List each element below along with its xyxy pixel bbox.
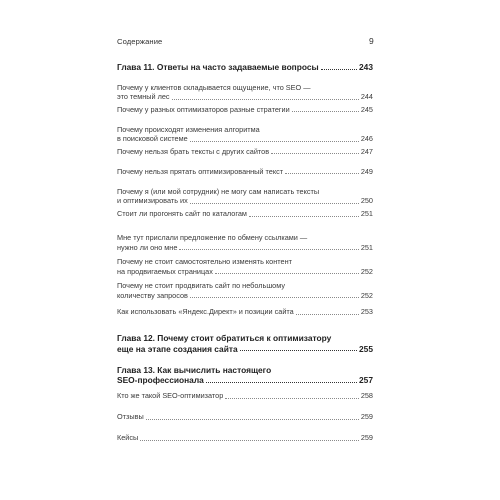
toc-page-number: 245 bbox=[360, 104, 373, 114]
dot-leader bbox=[215, 273, 359, 274]
toc-entry bbox=[117, 412, 373, 422]
dot-leader bbox=[249, 216, 359, 217]
toc-entry-title-line: Глава 13. Как вычислить настоящего bbox=[117, 364, 272, 375]
toc-entry-title-line: Стоит ли прогонять сайт по каталогам bbox=[117, 209, 247, 218]
toc-entry-title-line: Отзывы bbox=[117, 412, 144, 421]
toc-page-number: 250 bbox=[360, 196, 373, 206]
dot-leader bbox=[206, 382, 357, 383]
dot-leader bbox=[179, 249, 358, 250]
toc-entry-title-line: Почему происходят изменения алгоритма bbox=[117, 124, 260, 134]
toc-entry-title-line: Глава 12. Почему стоит обратиться к оптимизатору bbox=[117, 333, 332, 343]
toc-page-number: 244 bbox=[360, 92, 373, 102]
toc-entry bbox=[117, 167, 373, 177]
dot-leader bbox=[140, 440, 359, 441]
toc-entry-title-line: Почему я (или мой сотрудник) не могу сам написать тексты bbox=[117, 186, 320, 196]
toc-page-number: 243 bbox=[359, 62, 373, 72]
toc-page-number: 257 bbox=[359, 375, 373, 386]
running-head: Содержание bbox=[117, 37, 163, 46]
toc-chapter-entry bbox=[117, 365, 373, 386]
toc-entry bbox=[117, 281, 373, 300]
toc-entry-title-line: Почему не стоит самостоятельно изменять контент bbox=[117, 257, 292, 266]
toc-page-number: 255 bbox=[359, 343, 373, 354]
toc-entry-title-line: Кейсы bbox=[117, 433, 139, 442]
dot-leader bbox=[146, 419, 359, 420]
toc-entry bbox=[117, 391, 373, 401]
toc-entry bbox=[117, 257, 373, 276]
toc-entry-title-line: Мне тут прислали предложение по обмену ссылками — bbox=[117, 233, 308, 242]
toc-page-number: 252 bbox=[360, 290, 373, 300]
toc-entry-title-line: это темный лес bbox=[117, 92, 170, 102]
toc-entry-title-line: Почему у разных оптимизаторов разные стратегии bbox=[117, 104, 290, 114]
toc-entry-title-line: нужно ли оно мне bbox=[117, 242, 178, 252]
toc-entry-title-line: SEO-профессионала bbox=[117, 375, 204, 386]
toc-entry bbox=[117, 147, 373, 157]
toc-entry bbox=[117, 307, 373, 317]
toc-page-number: 258 bbox=[360, 391, 373, 400]
toc-entry-title-line: на продвигаемых страницах bbox=[117, 266, 213, 276]
dot-leader bbox=[321, 69, 357, 70]
toc-page-number: 246 bbox=[360, 134, 373, 144]
toc-entry-title-line: и оптимизировать их bbox=[117, 196, 188, 206]
toc-entry-title-line: в поисковой системе bbox=[117, 134, 188, 144]
dot-leader bbox=[296, 314, 359, 315]
toc-entry-title-line: количеству запросов bbox=[117, 290, 188, 300]
toc-entry bbox=[117, 125, 373, 144]
toc-page-number: 252 bbox=[360, 266, 373, 276]
dot-leader bbox=[240, 350, 357, 351]
toc-entry bbox=[117, 105, 373, 115]
toc-page-number: 253 bbox=[360, 307, 373, 316]
dot-leader bbox=[271, 153, 359, 154]
toc-chapter-entry bbox=[117, 62, 373, 73]
toc-entry bbox=[117, 187, 373, 206]
toc-page-number: 251 bbox=[360, 242, 373, 252]
dot-leader bbox=[292, 111, 359, 112]
dot-leader bbox=[225, 398, 359, 399]
toc-entry bbox=[117, 83, 373, 102]
page-number: 9 bbox=[369, 36, 374, 46]
dot-leader bbox=[190, 203, 359, 204]
toc-entry bbox=[117, 209, 373, 219]
dot-leader bbox=[285, 173, 359, 174]
toc-entry-title-line: Почему у клиентов складывается ощущение, что SEO — bbox=[117, 82, 311, 92]
dot-leader bbox=[190, 141, 359, 142]
toc-entry-title-line: Как использовать «Яндекс.Директ» и позиции сайта bbox=[117, 307, 294, 316]
toc-page-number: 247 bbox=[360, 146, 373, 156]
toc-entry-title-line: Глава 11. Ответы на часто задаваемые вопросы bbox=[117, 62, 319, 72]
toc-entry-title-line: Почему нельзя прятать оптимизированный текст bbox=[117, 166, 284, 176]
toc-entry-title-line: еще на этапе создания сайта bbox=[117, 343, 238, 354]
toc-page-number: 251 bbox=[360, 209, 373, 218]
toc-page-number: 259 bbox=[360, 412, 373, 421]
toc-entry-title-line: Почему нельзя брать тексты с других сайтов bbox=[117, 146, 270, 156]
dot-leader bbox=[172, 99, 359, 100]
toc-page-number: 259 bbox=[360, 433, 373, 442]
toc-page-number: 249 bbox=[360, 166, 373, 176]
toc-chapter-entry bbox=[117, 333, 373, 354]
dot-leader bbox=[190, 297, 359, 298]
toc-entry bbox=[117, 433, 373, 443]
toc-entry-title-line: Кто же такой SEO-оптимизатор bbox=[117, 391, 224, 400]
toc-entry-title-line: Почему не стоит продвигать сайт по небольшому bbox=[117, 281, 285, 290]
toc-entry bbox=[117, 233, 373, 252]
